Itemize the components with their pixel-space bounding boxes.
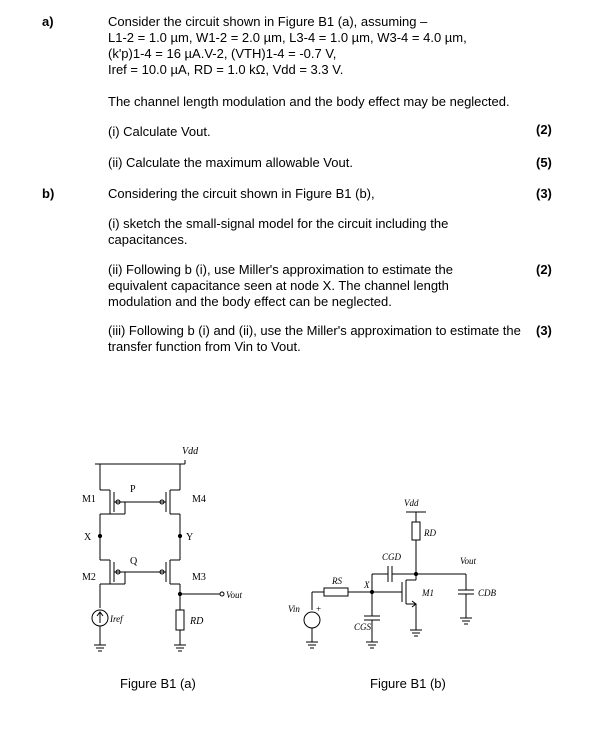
figure-b1a-schematic (70, 440, 243, 665)
fig-b-plus-label: + (316, 604, 322, 614)
fig-b-vin-label: Vin (288, 604, 300, 614)
fig-b-cdb-label: CDB (478, 588, 496, 598)
part-a-intro: Consider the circuit shown in Figure B1 (a), assuming – (108, 14, 428, 29)
part-b-q3: (iii) Following b (i) and (ii), use the Miller's approximation to estimate the transfer function from Vin to Vout. (108, 323, 521, 354)
fig-a-q-label: Q (130, 556, 138, 567)
part-b-intro: Considering the circuit shown in Figure B1 (b), (108, 186, 375, 201)
fig-b-rs-label: RS (332, 576, 342, 586)
fig-b-vout-label: Vout (460, 556, 477, 566)
part-b-q2: (ii) Following b (i), use Miller's approximation to estimate the equivalent capacitance seen at node X. The channel length modulation and the body effect can be neglected. (108, 262, 453, 309)
part-a-params-2: (k'p)1-4 = 16 µA.V-2, (VTH)1-4 = -0.7 V, (108, 46, 337, 61)
part-a-q1: (i) Calculate Vout. (108, 124, 211, 139)
part-a-label: a) (42, 14, 54, 29)
part-a-q2-marks: (5) (536, 155, 552, 170)
figure-b1b-caption: Figure B1 (b) (370, 676, 446, 691)
part-a-q2: (ii) Calculate the maximum allowable Vout. (108, 155, 353, 170)
fig-a-m3-label: M3 (192, 572, 206, 583)
figure-b1a-caption: Figure B1 (a) (120, 676, 196, 691)
fig-a-rd-label: RD (190, 616, 204, 627)
fig-a-iref-label: Iref (110, 614, 123, 624)
part-a-q1-marks: (2) (536, 122, 552, 137)
fig-b-vdd-label: Vdd (404, 498, 419, 508)
part-b-q2-marks: (2) (536, 262, 552, 277)
part-a-params-1: L1-2 = 1.0 µm, W1-2 = 2.0 µm, L3-4 = 1.0 µm, W3-4 = 4.0 µm, (108, 30, 467, 45)
fig-b-rd-label: RD (424, 528, 436, 538)
part-b-label: b) (42, 186, 55, 201)
part-a-params-3: Iref = 10.0 µA, RD = 1.0 kΩ, Vdd = 3.3 V. (108, 62, 344, 77)
fig-a-m2-label: M2 (82, 572, 96, 583)
part-b-intro-marks: (3) (536, 186, 552, 201)
fig-a-vout-label: Vout (226, 590, 243, 600)
part-a-neglect: The channel length modulation and the body effect may be neglected. (108, 94, 510, 109)
fig-a-m4-label: M4 (192, 494, 206, 505)
fig-a-p-label: P (130, 484, 136, 495)
fig-b-cgs-label: CGS (354, 622, 372, 632)
fig-b-x-label: X (364, 580, 370, 590)
figure-b1b-schematic (280, 490, 510, 665)
part-b-q1: (i) sketch the small-signal model for the circuit including the capacitances. (108, 216, 449, 247)
fig-a-vdd-label: Vdd (182, 446, 199, 457)
fig-b-cgd-label: CGD (382, 552, 402, 562)
fig-a-y-label: Y (186, 532, 194, 543)
fig-a-m1-label: M1 (82, 494, 96, 505)
part-b-q3-marks: (3) (536, 323, 552, 338)
fig-b-m1-label: M1 (422, 588, 434, 598)
fig-a-x-label: X (84, 532, 92, 543)
